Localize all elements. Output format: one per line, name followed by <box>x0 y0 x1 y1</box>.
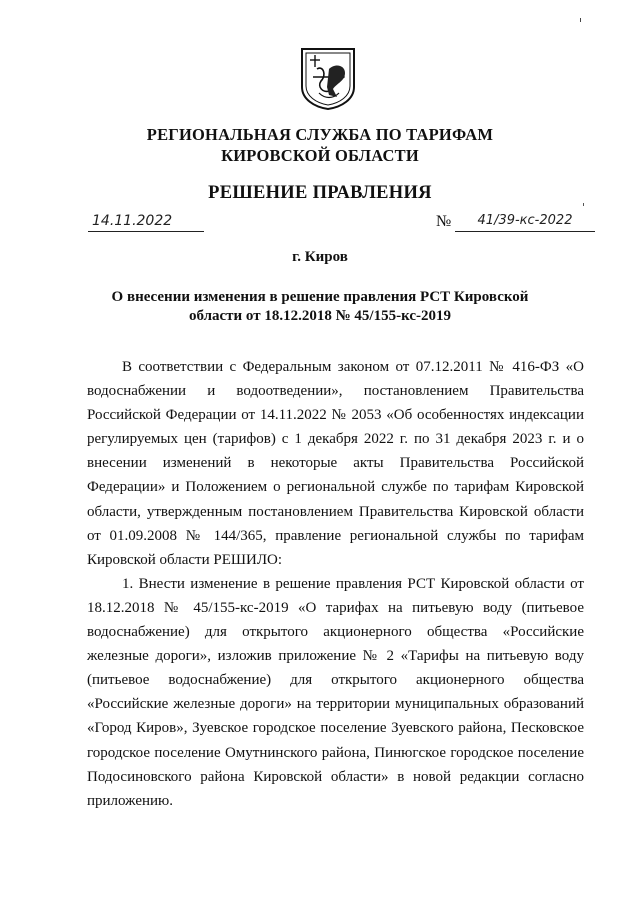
document-number: 41/39-кс-2022 <box>455 211 595 232</box>
kirov-coat-of-arms-icon <box>299 47 357 111</box>
document-body <box>87 355 584 813</box>
subject-line2: области от 18.12.2018 № 45/155-кс-2019 <box>188 308 452 324</box>
organization-name-line1: РЕГИОНАЛЬНАЯ СЛУЖБА ПО ТАРИФАМ <box>146 125 494 144</box>
number-label: № <box>436 213 452 230</box>
subject-line1: О внесении изменения в решение правления РСТ Кировской <box>111 289 529 305</box>
scan-mark <box>580 18 581 22</box>
document-title: РЕШЕНИЕ ПРАВЛЕНИЯ <box>208 183 432 203</box>
city: г. Киров <box>292 249 348 265</box>
organization-name-line2: КИРОВСКОЙ ОБЛАСТИ <box>221 146 419 165</box>
body-paragraph: В соответствии с Федеральным законом от 07.12.2011 № 416-ФЗ «О водоснабжении и водоотведении», постановлением Правительства Российской Федерации от 14.11.2022 № 2053 «Об особенностях индексации регулируемых цен (тарифов) с 1 декабря 2022 г. по 31 декабря 2023 г. и о внесении изменений в некоторые акты Правительства Российской Федерации» и Положением о региональной службе по тарифам Кировской области, утвержденным постановлением Правительства Кировской области от 01.09.2008 № 144/365, правление региональной службы по тарифам Кировской области РЕШИЛО: <box>87 359 584 568</box>
document-date: 14.11.2022 <box>88 211 204 232</box>
body-paragraph: 1. Внести изменение в решение правления РСТ Кировской области от 18.12.2018 № 45/155-кс-2019 «О тарифах на питьевую воду (питьевое водоснабжение) для открытого акционерного общества «Российские железные дороги», изложив приложение № 2 «Тарифы на питьевую воду (питьевое водоснабжение) для открытого акционерного общества «Российские железные дороги» на территории муниципальных образований «Город Киров», Зуевское городское поселение Зуевского района, Песковское городское поселение Омутнинского района, Пинюгское городское поселение Подосиновского района Кировской области» в новой редакции согласно приложению. <box>87 575 584 809</box>
